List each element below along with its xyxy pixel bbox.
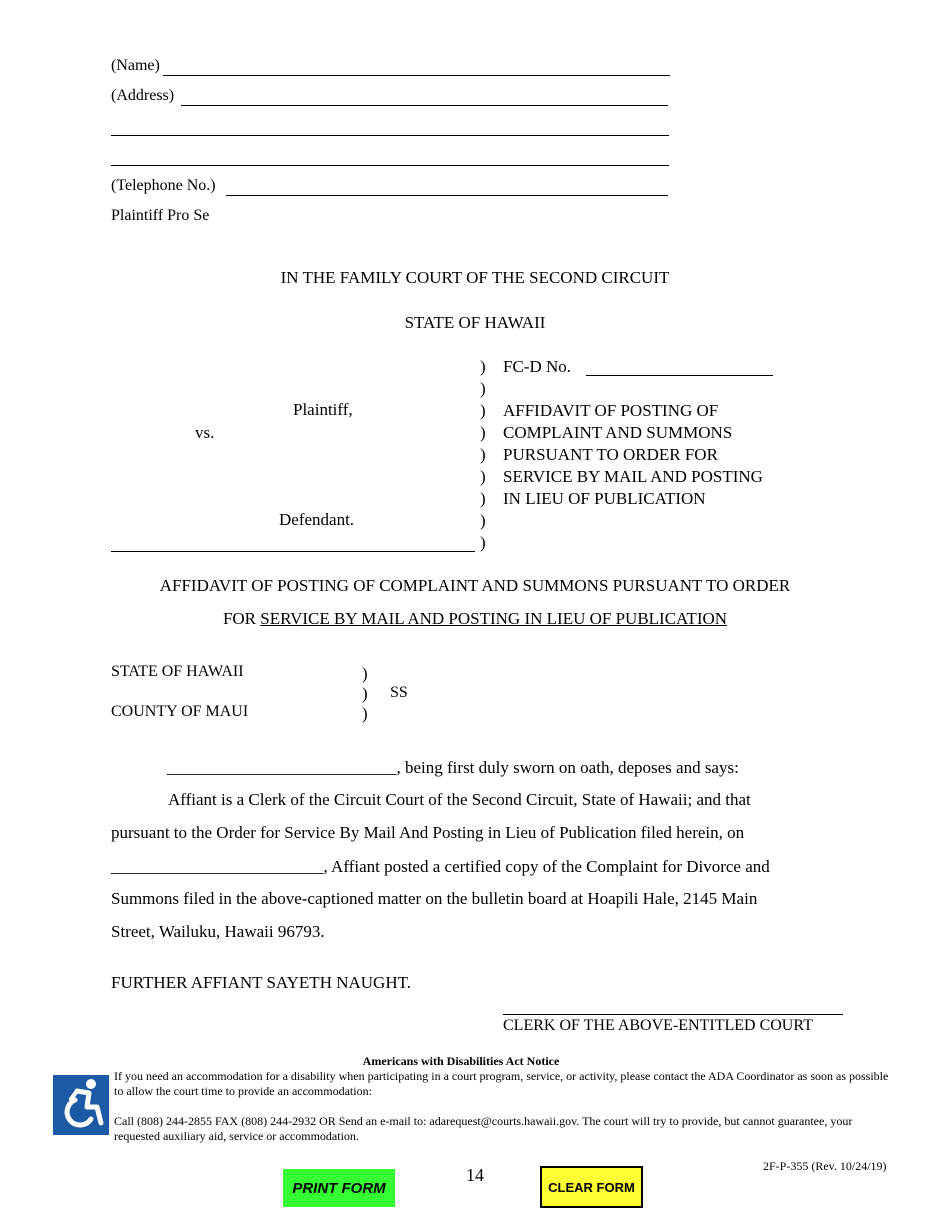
ada-notice-title: Americans with Disabilities Act Notice [362, 1054, 560, 1068]
doc-title-line: COMPLAINT AND SUMMONS [503, 423, 733, 442]
doc-title-line: IN LIEU OF PUBLICATION [503, 489, 706, 508]
defendant-label: Defendant. [279, 510, 355, 529]
body-paragraph-line: Summons filed in the above-captioned matter on the bulletin board at Hoapili Hale, 2145 Main [111, 889, 758, 908]
affidavit-title-line1: AFFIDAVIT OF POSTING OF COMPLAINT AND SUMMONS PURSUANT TO ORDER [159, 576, 791, 595]
court-name: IN THE FAMILY COURT OF THE SECOND CIRCUIT [280, 268, 670, 287]
address-field-line3[interactable] [111, 165, 669, 166]
venue-county: COUNTY OF MAUI [111, 703, 249, 720]
signature-label: CLERK OF THE ABOVE-ENTITLED COURT [503, 1017, 813, 1034]
address-field-line2[interactable] [111, 135, 669, 136]
venue-paren: ) [362, 704, 368, 723]
signature-line[interactable] [503, 1014, 843, 1015]
doc-title-line: SERVICE BY MAIL AND POSTING [503, 467, 763, 486]
caption-paren: ) [480, 401, 486, 420]
affidavit-title-line2 [0, 609, 950, 629]
ada-contact-text: Call (808) 244-2855 FAX (808) 244-2932 OR Send an e-mail to: adarequest@courts.hawaii.gov. The court will try to provide, but cannot guarantee, your requested auxiliary aid, service or accommodation. [114, 1114, 853, 1143]
case-number-field[interactable] [586, 375, 773, 376]
doc-title-line: PURSUANT TO ORDER FOR [503, 445, 718, 464]
affidavit-title-underlined: SERVICE BY MAIL AND POSTING IN LIEU OF PUBLICATION [260, 609, 728, 628]
body-paragraph-line: Street, Wailuku, Hawaii 96793. [111, 922, 325, 941]
posting-date-line [111, 857, 770, 877]
print-form-button[interactable]: PRINT FORM [283, 1169, 395, 1207]
caption-bottom-line [111, 551, 475, 552]
affiant-name-field[interactable]: ___________________________ [167, 758, 397, 777]
closing-statement: FURTHER AFFIANT SAYETH NAUGHT. [111, 973, 411, 992]
party-role: Plaintiff Pro Se [111, 207, 210, 224]
affiant-sworn-text: , being first duly sworn on oath, deposes and says: [396, 758, 739, 777]
caption-paren: ) [480, 511, 486, 530]
address-label: (Address) [111, 87, 175, 104]
name-field[interactable] [163, 75, 670, 76]
form-id: 2F-P-355 (Rev. 10/24/19) [763, 1159, 887, 1173]
affiant-line [167, 758, 739, 778]
ada-notice-text: If you need an accommodation for a disability when participating in a court program, service, or activity, please contact the ADA Coordinator as soon as possible to allow the court time to provide an accommodation: [114, 1069, 889, 1098]
caption-paren: ) [480, 379, 486, 398]
venue-ss: SS [390, 684, 408, 701]
name-label: (Name) [111, 57, 160, 74]
posting-date-field[interactable]: _________________________ [111, 857, 324, 876]
venue-state: STATE OF HAWAII [111, 663, 244, 680]
affidavit-title-prefix: FOR [222, 609, 261, 628]
telephone-label: (Telephone No.) [111, 177, 216, 194]
page-number: 14 [466, 1165, 484, 1185]
caption-paren: ) [480, 489, 486, 508]
posting-date-text: , Affiant posted a certified copy of the Complaint for Divorce and [323, 857, 770, 876]
caption-paren: ) [480, 357, 486, 376]
clear-form-button[interactable]: CLEAR FORM [540, 1166, 643, 1208]
doc-title-line: AFFIDAVIT OF POSTING OF [503, 401, 719, 420]
caption-paren: ) [480, 445, 486, 464]
telephone-field[interactable] [226, 195, 668, 196]
body-paragraph-line: Affiant is a Clerk of the Circuit Court of the Second Circuit, State of Hawaii; and that [168, 790, 751, 809]
caption-paren: ) [480, 467, 486, 486]
address-field-line1[interactable] [181, 105, 668, 106]
accessibility-icon [53, 1075, 109, 1135]
case-number-label: FC-D No. [503, 357, 572, 376]
venue-paren: ) [362, 664, 368, 683]
court-state: STATE OF HAWAII [404, 313, 546, 332]
venue-paren: ) [362, 684, 368, 703]
caption-paren: ) [480, 423, 486, 442]
body-paragraph-line: pursuant to the Order for Service By Mail And Posting in Lieu of Publication filed herein, on [111, 823, 745, 842]
vs-label: vs. [195, 423, 215, 442]
plaintiff-label: Plaintiff, [293, 400, 353, 419]
caption-paren: ) [480, 533, 486, 552]
